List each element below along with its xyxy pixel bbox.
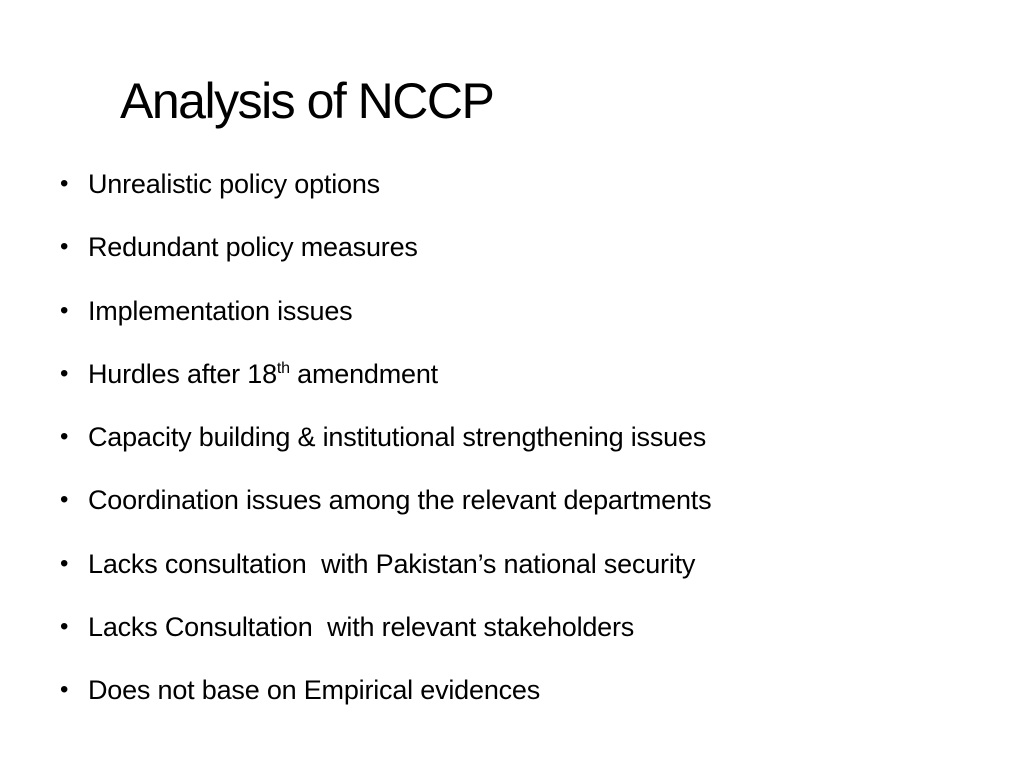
bullet-icon: • xyxy=(60,676,69,704)
ordinal-superscript: th xyxy=(276,359,290,377)
list-item xyxy=(60,226,711,289)
bullet-icon: • xyxy=(60,170,69,197)
list-item xyxy=(60,353,711,416)
bullet-icon: • xyxy=(60,549,69,577)
list-item xyxy=(60,479,711,542)
slide-title: Analysis of NCCP xyxy=(120,73,494,129)
bullet-text: Implementation issues xyxy=(88,295,353,326)
list-item xyxy=(60,416,711,479)
bullet-text: Redundant policy measures xyxy=(88,232,418,263)
bullet-text: Does not base on Empirical evidences xyxy=(88,675,541,706)
bullet-text: Lacks consultation with Pakistan’s national security xyxy=(88,548,696,579)
list-item xyxy=(60,290,711,353)
list-item xyxy=(60,669,711,732)
bullet-text: Lacks Consultation with relevant stakeholders xyxy=(88,612,635,643)
list-item xyxy=(60,163,711,226)
bullet-icon: • xyxy=(60,296,69,324)
bullet-text-after: amendment xyxy=(289,358,438,389)
bullet-icon: • xyxy=(60,613,69,641)
bullet-list xyxy=(60,163,711,733)
bullet-icon: • xyxy=(60,423,69,451)
bullet-text: Capacity building & institutional strengthening issues xyxy=(88,422,707,453)
bullet-text: Coordination issues among the relevant departments xyxy=(88,485,712,516)
bullet-icon: • xyxy=(60,233,69,261)
list-item xyxy=(60,606,711,669)
bullet-icon: • xyxy=(60,486,69,514)
list-item xyxy=(60,543,711,606)
bullet-text-before: Hurdles after 18 xyxy=(88,358,277,389)
bullet-text: Unrealistic policy options xyxy=(88,169,380,199)
bullet-text xyxy=(88,359,438,389)
bullet-icon: • xyxy=(60,359,69,387)
